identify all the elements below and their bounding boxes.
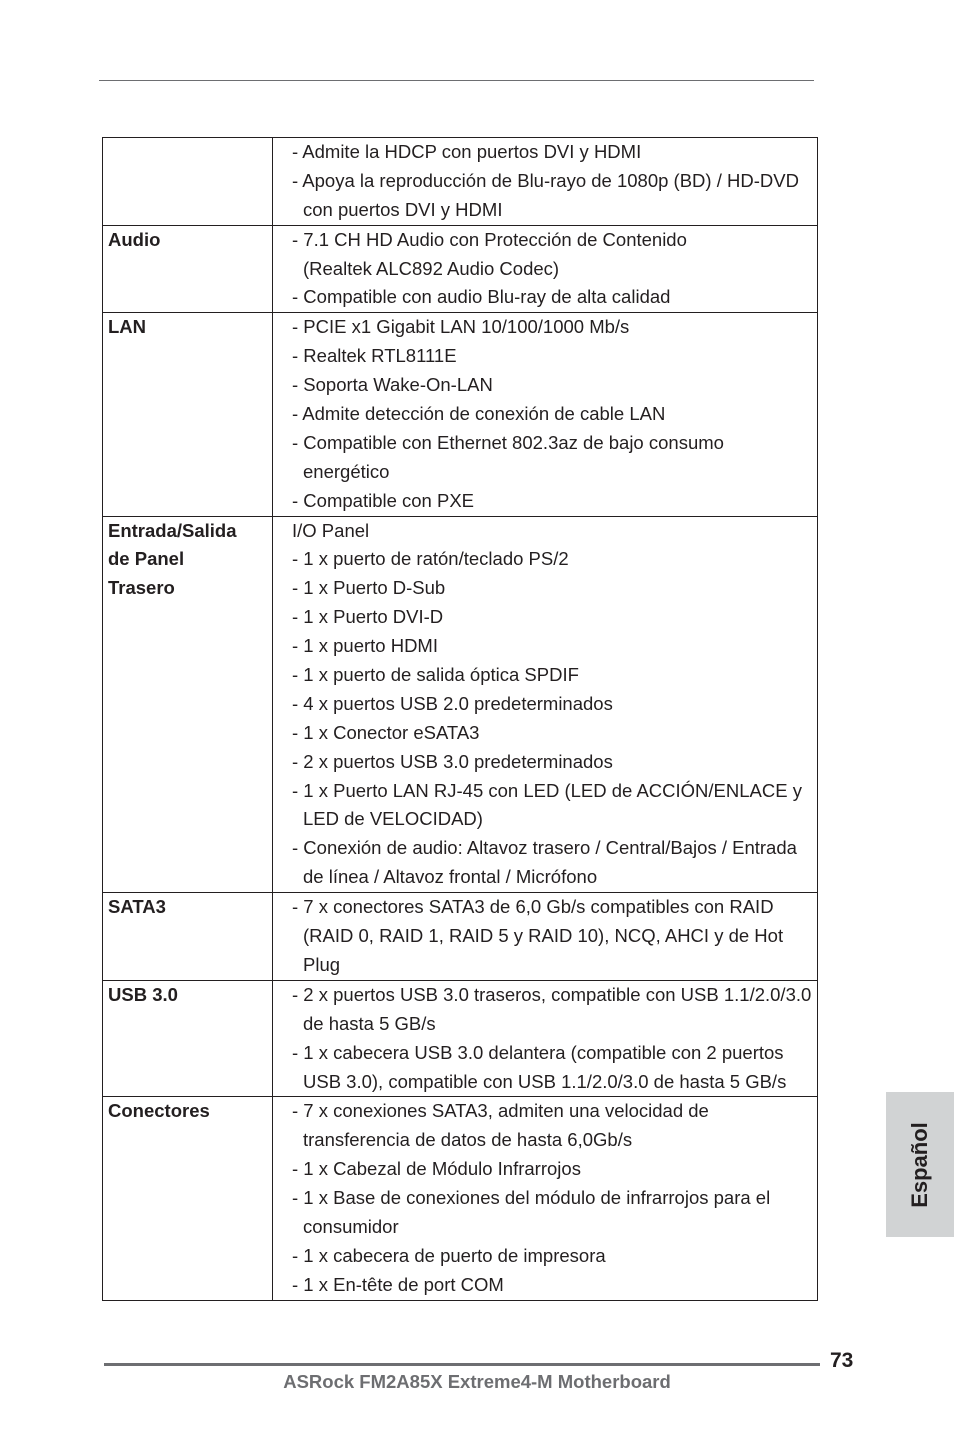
spec-label: Conectores: [108, 1100, 210, 1122]
spec-label-cell: [103, 1097, 273, 1300]
spec-line: con puertos DVI y HDMI: [303, 198, 503, 220]
spec-line: - 7.1 CH HD Audio con Protección de Contenido: [292, 228, 687, 250]
spec-label: de Panel: [108, 548, 185, 570]
spec-line: - 2 x puertos USB 3.0 predeterminados: [292, 750, 613, 772]
spec-line: - Apoya la reproducción de Blu-rayo de 1080p (BD) / HD-DVD: [292, 169, 799, 191]
spec-line: - Compatible con audio Blu-ray de alta calidad: [292, 286, 671, 308]
spec-line: - Soporta Wake-On-LAN: [292, 374, 493, 396]
spec-line: de hasta 5 GB/s: [303, 1012, 436, 1034]
spec-line: - 1 x Puerto LAN RJ-45 con LED (LED de ACCIÓN/ENLACE y: [292, 779, 802, 801]
spec-content-cell: [273, 893, 818, 981]
language-tab: [886, 1092, 954, 1237]
spec-line: USB 3.0), compatible con USB 1.1/2.0/3.0 de hasta 5 GB/s: [303, 1070, 787, 1092]
spec-line: - 1 x Base de conexiones del módulo de infrarrojos para el: [292, 1187, 771, 1209]
spec-line: - 2 x puertos USB 3.0 traseros, compatible con USB 1.1/2.0/3.0: [292, 983, 812, 1005]
spec-label-cell: [103, 893, 273, 981]
spec-label: LAN: [108, 316, 147, 338]
spec-line: - Compatible con PXE: [292, 489, 475, 511]
specification-table: [102, 137, 818, 1301]
spec-line: - 1 x cabecera de puerto de impresora: [292, 1244, 606, 1266]
spec-line: - 1 x puerto de ratón/teclado PS/2: [292, 548, 569, 570]
spec-line: consumidor: [303, 1215, 399, 1237]
spec-label: Entrada/Salida: [108, 519, 237, 541]
page-number: 73: [830, 1349, 854, 1372]
spec-line: - Admite detección de conexión de cable LAN: [292, 403, 666, 425]
spec-line: - 1 x Puerto DVI-D: [292, 606, 444, 628]
spec-content-cell: [273, 138, 818, 226]
spec-label-cell: [103, 313, 273, 516]
spec-content-cell: [273, 225, 818, 313]
spec-line: - Realtek RTL8111E: [292, 345, 457, 367]
spec-line: - 1 x puerto HDMI: [292, 635, 438, 657]
spec-line: - 1 x En-tête de port COM: [292, 1273, 504, 1295]
spec-label: Audio: [108, 228, 161, 250]
spec-label-cell: [103, 516, 273, 893]
language-tab-label: Español: [907, 1121, 932, 1208]
spec-row: [103, 516, 818, 893]
spec-line: I/O Panel: [292, 519, 370, 541]
spec-row: [103, 893, 818, 981]
spec-row: [103, 1097, 818, 1300]
spec-line: - PCIE x1 Gigabit LAN 10/100/1000 Mb/s: [292, 316, 630, 338]
spec-label: Trasero: [108, 577, 175, 599]
spec-row: [103, 313, 818, 516]
spec-content-cell: [273, 313, 818, 516]
spec-line: LED de VELOCIDAD): [303, 808, 483, 830]
spec-content-cell: [273, 980, 818, 1097]
spec-line: Plug: [303, 953, 341, 975]
spec-row: [103, 225, 818, 313]
spec-line: transferencia de datos de hasta 6,0Gb/s: [303, 1129, 633, 1151]
spec-line: de línea / Altavoz frontal / Micrófono: [303, 866, 598, 888]
spec-line: - 1 x Conector eSATA3: [292, 721, 480, 743]
spec-label: USB 3.0: [108, 983, 178, 1005]
spec-line: - 7 x conectores SATA3 de 6,0 Gb/s compatibles con RAID: [292, 896, 774, 918]
spec-line: - 1 x puerto de salida óptica SPDIF: [292, 664, 579, 686]
spec-label-cell: [103, 138, 273, 226]
spec-row: [103, 138, 818, 226]
spec-line: (RAID 0, RAID 1, RAID 5 y RAID 10), NCQ, AHCI y de Hot: [303, 925, 784, 947]
spec-line: - 4 x puertos USB 2.0 predeterminados: [292, 692, 613, 714]
spec-line: - Conexión de audio: Altavoz trasero / Central/Bajos / Entrada: [292, 837, 797, 859]
spec-line: - 1 x cabecera USB 3.0 delantera (compatible con 2 puertos: [292, 1041, 784, 1063]
header-rule: [99, 80, 814, 81]
spec-line: - Admite la HDCP con puertos DVI y HDMI: [292, 141, 642, 162]
spec-line: - Compatible con Ethernet 802.3az de bajo consumo: [292, 431, 724, 453]
spec-line: energético: [303, 460, 390, 482]
footer-rule: [104, 1363, 820, 1366]
spec-label: SATA3: [108, 896, 166, 918]
footer-title: ASRock FM2A85X Extreme4-M Motherboard: [283, 1371, 671, 1392]
spec-label-cell: [103, 980, 273, 1097]
spec-content-cell: [273, 1097, 818, 1300]
spec-row: [103, 980, 818, 1097]
spec-line: - 1 x Cabezal de Módulo Infrarrojos: [292, 1158, 581, 1180]
specification-table-body: [103, 138, 818, 1301]
spec-line: (Realtek ALC892 Audio Codec): [303, 257, 560, 279]
spec-line: - 1 x Puerto D-Sub: [292, 577, 446, 599]
spec-content-cell: [273, 516, 818, 893]
spec-line: - 7 x conexiones SATA3, admiten una velocidad de: [292, 1100, 709, 1122]
spec-label-cell: [103, 225, 273, 313]
